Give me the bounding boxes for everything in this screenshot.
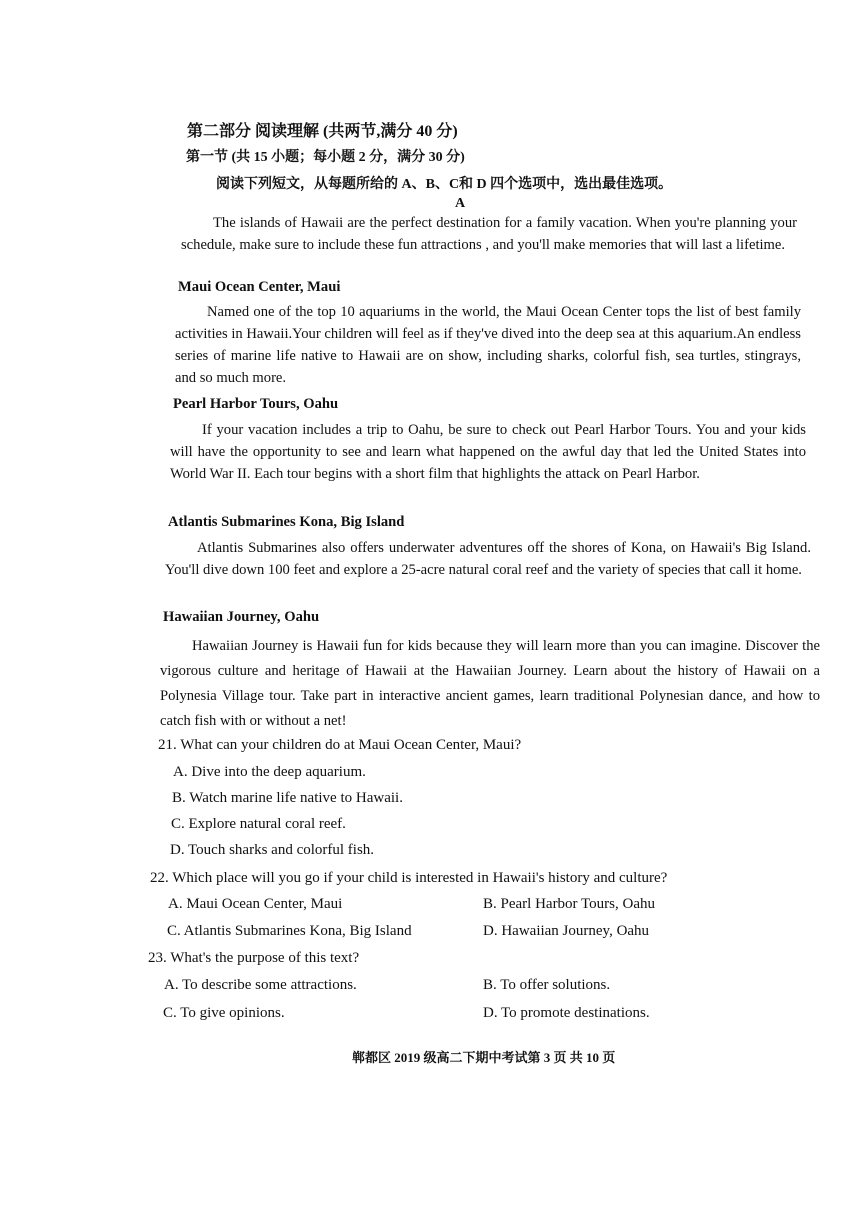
- question-21-option-d: D. Touch sharks and colorful fish.: [170, 842, 375, 858]
- question-23-option-c: C. To give opinions.: [163, 1005, 285, 1021]
- question-23-option-b: B. To offer solutions.: [483, 977, 611, 993]
- question-21-option-c: C. Explore natural coral reef.: [171, 816, 346, 832]
- question-22-option-b: B. Pearl Harbor Tours, Oahu: [483, 896, 655, 912]
- section-body-atlantis: Atlantis Submarines also offers underwater adventures off the shores of Kona, on Hawaii's Big Island. You'll dive down 100 feet and explore a 25-acre natural coral reef and the variety of species that call it home.: [165, 540, 811, 578]
- section-title: 第一节 (共 15 小题；每小题 2 分，满分 30 分): [186, 150, 465, 165]
- section-heading-hawaiian-journey: Hawaiian Journey, Oahu: [163, 609, 320, 625]
- page-footer: 郸都区 2019 级高二下期中考试第 3 页 共 10 页: [352, 1050, 616, 1065]
- question-21-option-b: B. Watch marine life native to Hawaii.: [172, 790, 403, 806]
- section-heading-pearl-harbor: Pearl Harbor Tours, Oahu: [173, 396, 339, 412]
- section-body-hawaiian-journey: Hawaiian Journey is Hawaii fun for kids because they will learn more than you can imagine. Discover the vigorous culture and heritage of Hawaii at the Hawaiian Journey. Learn about the history of Hawaii on a Polynesia Village tour. Take part in interactive ancient games, learn traditional Polynesian dance, and how to catch fish with or without a net!: [160, 638, 820, 729]
- passage-label: A: [455, 196, 466, 211]
- section-body-pearl-harbor: If your vacation includes a trip to Oahu, be sure to check out Pearl Harbor Tours. You and your kids will have the opportunity to see and learn what happened on the awful day that led the United States into World War II. Each tour begins with a short film that highlights the attack on Pearl Harbor.: [170, 422, 806, 482]
- question-21-stem: 21. What can your children do at Maui Ocean Center, Maui?: [158, 737, 522, 753]
- question-22-option-c: C. Atlantis Submarines Kona, Big Island: [167, 923, 412, 939]
- part-title: 第二部分 阅读理解 (共两节,满分 40 分): [187, 123, 458, 140]
- question-23-stem: 23. What's the purpose of this text?: [148, 950, 360, 966]
- question-22-option-a: A. Maui Ocean Center, Maui: [168, 896, 343, 912]
- question-23-option-a: A. To describe some attractions.: [164, 977, 357, 993]
- section-heading-maui: Maui Ocean Center, Maui: [178, 279, 341, 295]
- question-23-option-d: D. To promote destinations.: [483, 1005, 650, 1021]
- question-22-option-d: D. Hawaiian Journey, Oahu: [483, 923, 650, 939]
- question-22-stem: 22. Which place will you go if your child is interested in Hawaii's history and culture?: [150, 870, 668, 886]
- passage-intro: The islands of Hawaii are the perfect destination for a family vacation. When you're planning your schedule, make sure to include these fun attractions , and you'll make memories that will last a lifetime.: [181, 215, 797, 253]
- section-body-maui: Named one of the top 10 aquariums in the world, the Maui Ocean Center tops the list of best family activities in Hawaii.Your children will feel as if they've dived into the deep sea at this aquarium.An endless series of marine life native to Hawaii are on show, including sharks, colorful fish, sea turtles, stingrays, and so much more.: [175, 304, 801, 386]
- instruction-text: 阅读下列短文，从每题所给的 A、B、C和 D 四个选项中，选出最佳选项。: [216, 177, 673, 192]
- section-heading-atlantis: Atlantis Submarines Kona, Big Island: [168, 514, 405, 530]
- question-21-option-a: A. Dive into the deep aquarium.: [173, 764, 366, 780]
